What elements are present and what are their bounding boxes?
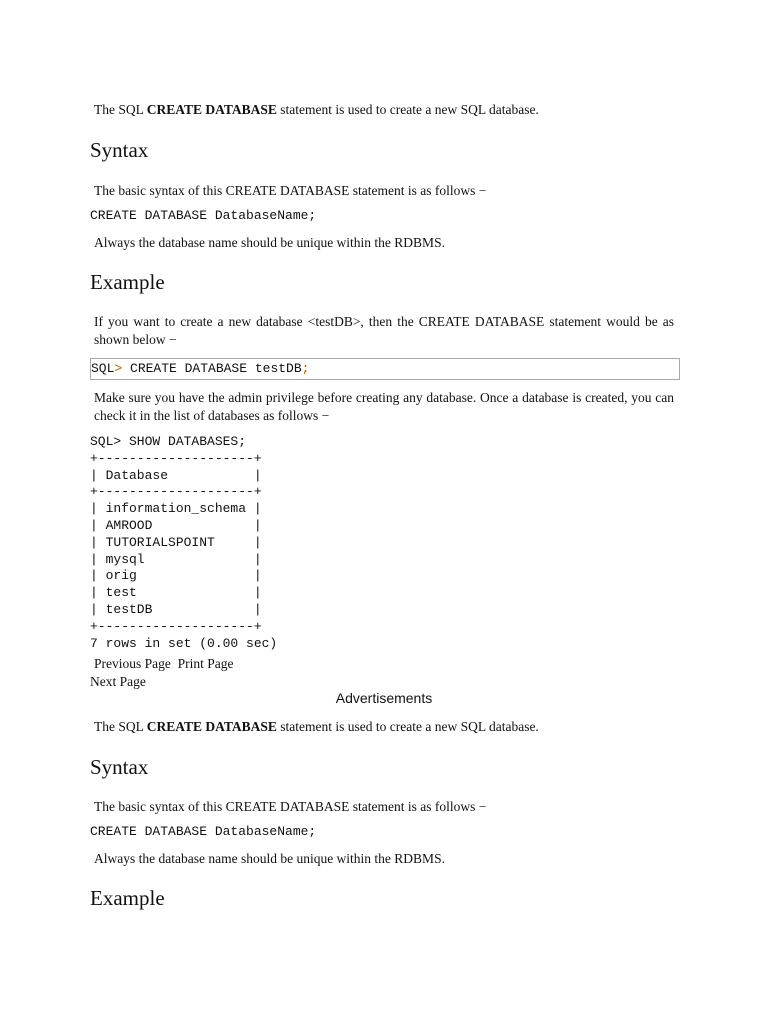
page-nav-row [94,655,234,673]
code-prompt-arrow: > [114,361,123,376]
output-line: | orig | [90,568,262,584]
intro-text-suffix: statement is used to create a new SQL database. [276,102,539,117]
output-line: | AMROOD | [90,517,262,533]
code-statement: CREATE DATABASE testDB [122,361,302,376]
output-line: SQL> SHOW DATABASES; [90,434,247,449]
code-semicolon: ; [301,361,310,376]
intro-text-suffix: statement is used to create a new SQL database. [276,719,539,734]
example-code-box [90,358,680,380]
code-prompt: SQL [91,361,115,376]
unique-note: Always the database name should be unique within the RDBMS. [94,235,445,250]
show-databases-output [90,434,277,652]
output-line: | test | [90,585,262,601]
syntax-code-repeat: CREATE DATABASE DatabaseName; [90,824,317,839]
intro-text: The SQL [94,102,147,117]
intro-paragraph [94,101,539,119]
intro-bold-keyword: CREATE DATABASE [146,719,277,734]
output-line: | TUTORIALSPOINT | [90,534,262,550]
intro-bold-keyword: CREATE DATABASE [146,102,277,117]
output-line: +--------------------+ [90,484,262,500]
output-line: | testDB | [90,601,262,617]
output-line: +--------------------+ [90,450,262,466]
unique-note-repeat: Always the database name should be unique within the RDBMS. [94,851,445,866]
output-line: | mysql | [90,551,262,567]
example-description: If you want to create a new database <testDB>, then the CREATE DATABASE statement would be as shown below − [94,314,674,347]
output-line: +--------------------+ [90,618,262,634]
advertisements-label: Advertisements [335,690,433,706]
example-heading-repeat: Example [90,886,165,910]
syntax-heading: Syntax [90,138,149,162]
example-heading: Example [90,270,165,294]
intro-text: The SQL [94,719,147,734]
print-page-link[interactable]: Print Page [177,656,234,671]
next-page-link[interactable]: Next Page [90,674,146,689]
syntax-description-repeat: The basic syntax of this CREATE DATABASE statement is as follows − [94,799,487,814]
privilege-paragraph: Make sure you have the admin privilege before creating any database. Once a database is created, you can check it in the list of databases as follows − [94,390,674,423]
syntax-code: CREATE DATABASE DatabaseName; [90,208,317,223]
syntax-description: The basic syntax of this CREATE DATABASE statement is as follows − [94,183,487,198]
intro-paragraph-repeat [94,718,539,736]
syntax-heading-repeat: Syntax [90,755,149,779]
example-code [91,361,309,378]
output-line: | Database | [90,467,262,483]
output-line: | information_schema | [90,501,262,517]
output-line: 7 rows in set (0.00 sec) [90,635,278,651]
previous-page-link[interactable]: Previous Page [94,656,171,671]
